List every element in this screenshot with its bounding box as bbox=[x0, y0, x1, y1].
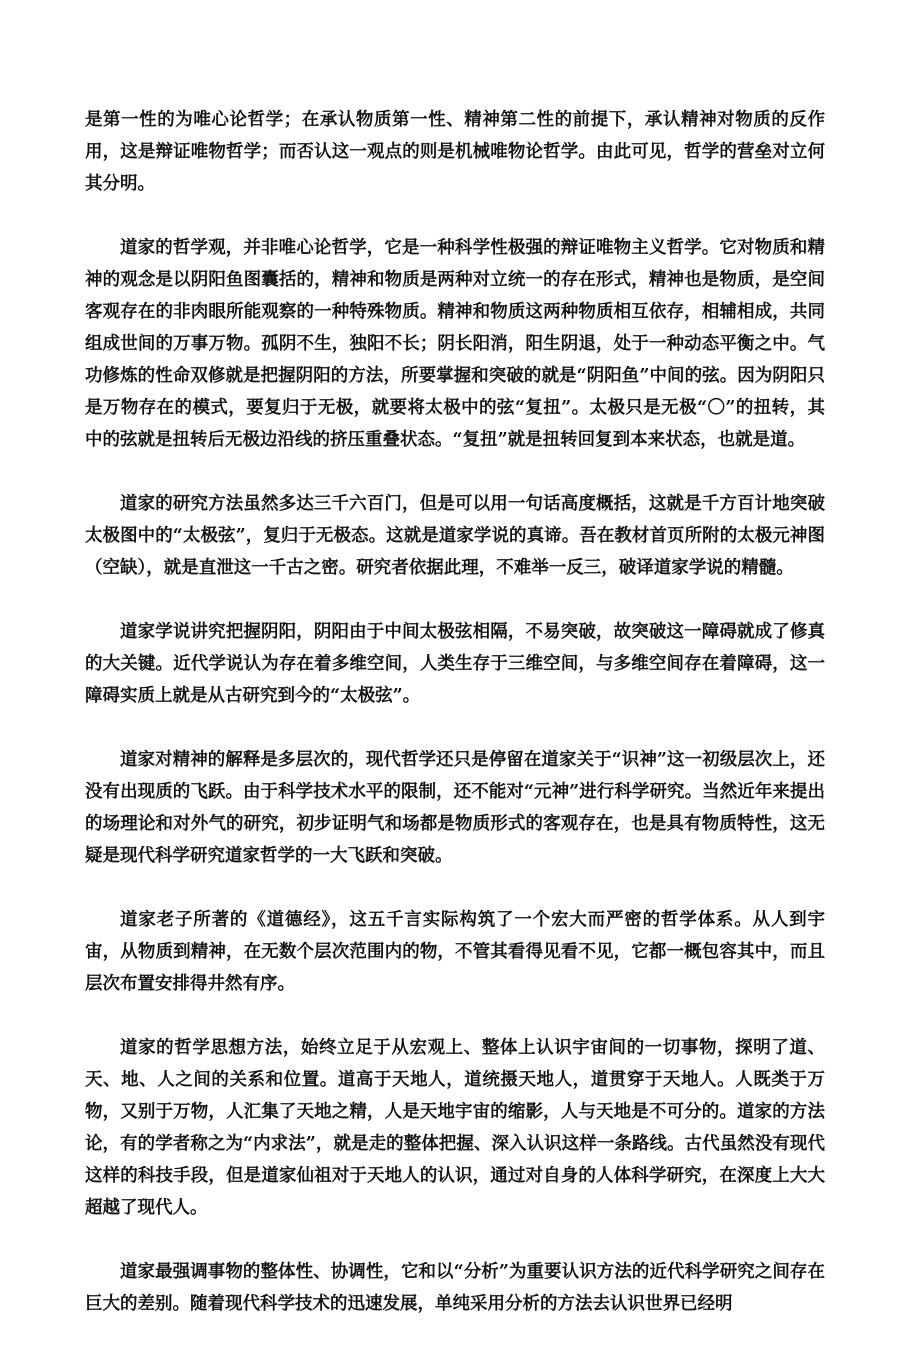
paragraph-continued: 是第一性的为唯心论哲学；在承认物质第一性、精神第二性的前提下，承认精神对物质的反作用，这是辩证唯物哲学；而否认这一观点的则是机械唯物论哲学。由此可见，哲学的营垒对立何其分明。 bbox=[85, 110, 825, 194]
paragraph-research-method: 道家的研究方法虽然多达三千六百门，但是可以用一句话高度概括，这就是千方百计地突破太极图中的“太极弦”，复归于无极态。这就是道家学说的真谛。吾在教材首页所附的太极元神图（空缺），就是直泄这一千古之密。研究者依据此理，不难举一反三，破译道家学说的精髓。 bbox=[85, 494, 825, 578]
paragraph-daodejing: 道家老子所著的《道德经》，这五千言实际构筑了一个宏大而严密的哲学体系。从人到宇宙，从物质到精神，在无数个层次范围内的物，不管其看得见看不见，它都一概包容其中，而且层次布置安排得井然有序。 bbox=[85, 910, 825, 994]
paragraph-spirit-levels: 道家对精神的解释是多层次的，现代哲学还只是停留在道家关于“识神”这一初级层次上，还没有出现质的飞跃。由于科学技术水平的限制，还不能对“元神”进行科学研究。当然近年来提出的场理论和对外气的研究，初步证明气和场都是物质形式的客观存在，也是具有物质特性，这无疑是现代科学研究道家哲学的一大飞跃和突破。 bbox=[85, 750, 825, 866]
paragraph-holism: 道家最强调事物的整体性、协调性，它和以“分析”为重要认识方法的近代科学研究之间存在巨大的差别。随着现代科学技术的迅速发展，单纯采用分析的方法去认识世界已经明 bbox=[85, 1262, 825, 1314]
paragraph-taoist-philosophy-view: 道家的哲学观，并非唯心论哲学，它是一种科学性极强的辩证唯物主义哲学。它对物质和精神的观念是以阴阳鱼图囊括的，精神和物质是两种对立统一的存在形式，精神也是物质，是空间客观存在的非肉眼所能观察的一种特殊物质。精神和物质这两种物质相互依存，相辅相成，共同组成世间的万事万物。孤阴不生，独阳不长；阴长阳消，阳生阴退，处于一种动态平衡之中。气功修炼的性命双修就是把握阴阳的方法，所要掌握和突破的就是“阴阳鱼”中间的弦。因为阴阳只是万物存在的模式，要复归于无极，就要将太极中的弦“复扭”。太极只是无极“〇”的扭转，其中的弦就是扭转后无极边沿线的挤压重叠状态。“复扭”就是扭转回复到本来状态，也就是道。 bbox=[85, 238, 825, 450]
paragraph-thinking-method: 道家的哲学思想方法，始终立足于从宏观上、整体上认识宇宙间的一切事物，探明了道、天、地、人之间的关系和位置。道高于天地人，道统摄天地人，道贯穿于天地人。人既类于万物，又别于万物，人汇集了天地之精，人是天地宇宙的缩影，人与天地是不可分的。道家的方法论，有的学者称之为“内求法”，就是走的整体把握、深入认识这样一条路线。古代虽然没有现代这样的科技手段，但是道家仙祖对于天地人的认识，通过对自身的人体科学研究，在深度上大大超越了现代人。 bbox=[85, 1038, 825, 1218]
document-page bbox=[85, 104, 825, 1352]
paragraph-yin-yang: 道家学说讲究把握阴阳，阴阳由于中间太极弦相隔，不易突破，故突破这一障碍就成了修真的大关键。近代学说认为存在着多维空间，人类生存于三维空间，与多维空间存在着障碍，这一障碍实质上就是从古研究到今的“太极弦”。 bbox=[85, 622, 825, 706]
